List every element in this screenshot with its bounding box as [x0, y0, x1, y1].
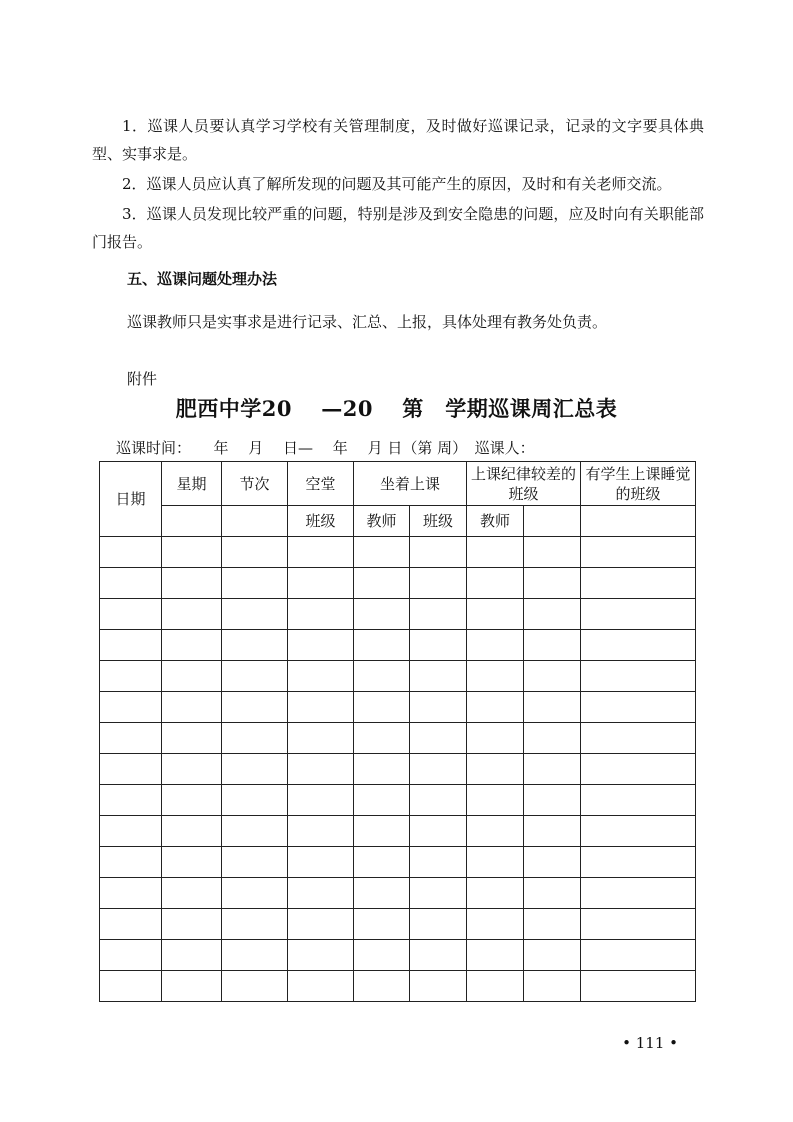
- table-cell[interactable]: [354, 630, 410, 661]
- table-cell[interactable]: [162, 971, 222, 1002]
- section-body: 巡课教师只是实事求是进行记录、汇总、上报，具体处理有教务处负责。: [127, 313, 608, 331]
- table-cell[interactable]: [222, 661, 288, 692]
- table-row: [100, 661, 696, 692]
- page-number: • 111 •: [622, 1034, 678, 1052]
- table-cell[interactable]: [524, 785, 581, 816]
- table-cell[interactable]: [100, 785, 162, 816]
- table-cell[interactable]: [288, 909, 354, 940]
- table-row: [100, 909, 696, 940]
- table-row: [100, 847, 696, 878]
- table-row: [100, 816, 696, 847]
- table-cell[interactable]: [581, 661, 696, 692]
- table-cell[interactable]: [100, 568, 162, 599]
- table-cell[interactable]: [288, 971, 354, 1002]
- table-cell[interactable]: [581, 692, 696, 723]
- table-cell[interactable]: [581, 754, 696, 785]
- table-cell[interactable]: [524, 599, 581, 630]
- table-cell[interactable]: [354, 723, 410, 754]
- table-cell[interactable]: [162, 599, 222, 630]
- table-cell[interactable]: [581, 847, 696, 878]
- table-cell[interactable]: [467, 630, 524, 661]
- table-cell[interactable]: [288, 785, 354, 816]
- table-cell[interactable]: [162, 909, 222, 940]
- table-cell[interactable]: [162, 537, 222, 568]
- table-cell[interactable]: [354, 754, 410, 785]
- table-cell[interactable]: [222, 506, 288, 537]
- subheader-sitting-teacher: 教师: [354, 506, 410, 537]
- table-cell[interactable]: [410, 537, 467, 568]
- table-cell[interactable]: [410, 630, 467, 661]
- table-cell[interactable]: [581, 630, 696, 661]
- table-cell[interactable]: [581, 785, 696, 816]
- header-poor-discipline: 上课纪律较差的班级: [467, 462, 581, 506]
- table-cell[interactable]: [410, 847, 467, 878]
- table-row: [100, 537, 696, 568]
- table-cell[interactable]: [354, 878, 410, 909]
- table-body: [100, 537, 696, 1002]
- table-cell[interactable]: [162, 723, 222, 754]
- table-cell[interactable]: [410, 568, 467, 599]
- table-cell[interactable]: [410, 723, 467, 754]
- table-cell[interactable]: [524, 878, 581, 909]
- table-cell[interactable]: [288, 847, 354, 878]
- table-cell[interactable]: [467, 723, 524, 754]
- table-cell[interactable]: [467, 754, 524, 785]
- table-cell[interactable]: [100, 909, 162, 940]
- table-cell[interactable]: [162, 630, 222, 661]
- table-cell[interactable]: [222, 630, 288, 661]
- table-subheader-row: [100, 506, 696, 537]
- table-cell[interactable]: [288, 878, 354, 909]
- table-cell[interactable]: [467, 785, 524, 816]
- table-cell[interactable]: [288, 940, 354, 971]
- table-cell[interactable]: [467, 878, 524, 909]
- table-row: [100, 692, 696, 723]
- table-cell[interactable]: [354, 568, 410, 599]
- section-heading: 五、巡课问题处理办法: [127, 270, 278, 288]
- table-cell[interactable]: [410, 816, 467, 847]
- table-cell[interactable]: [524, 692, 581, 723]
- table-cell[interactable]: [354, 847, 410, 878]
- table-cell[interactable]: [524, 847, 581, 878]
- table-cell[interactable]: [581, 568, 696, 599]
- table-cell[interactable]: [410, 785, 467, 816]
- header-weekday: 星期: [162, 462, 222, 506]
- table-cell[interactable]: [100, 754, 162, 785]
- table-cell[interactable]: [581, 971, 696, 1002]
- table-row: [100, 599, 696, 630]
- table-cell[interactable]: [222, 971, 288, 1002]
- table-row: [100, 723, 696, 754]
- table-cell[interactable]: [288, 754, 354, 785]
- table-cell[interactable]: [222, 723, 288, 754]
- table-cell[interactable]: [222, 878, 288, 909]
- table-cell[interactable]: [524, 723, 581, 754]
- table-cell[interactable]: [467, 661, 524, 692]
- table-cell[interactable]: [354, 537, 410, 568]
- table-cell[interactable]: [467, 692, 524, 723]
- table-cell[interactable]: [467, 599, 524, 630]
- subheader-discipline-teacher: 教师: [467, 506, 524, 537]
- table-cell[interactable]: [467, 971, 524, 1002]
- table-cell[interactable]: [222, 599, 288, 630]
- form-title: 肥西中学20 —20 第 学期巡课周汇总表: [175, 396, 618, 421]
- table-cell[interactable]: [162, 661, 222, 692]
- table-cell[interactable]: [288, 599, 354, 630]
- patrol-summary-table: [99, 461, 696, 1002]
- table-cell[interactable]: [354, 661, 410, 692]
- table-row: [100, 940, 696, 971]
- table-cell[interactable]: [354, 940, 410, 971]
- table-cell[interactable]: [100, 630, 162, 661]
- table-cell[interactable]: [581, 599, 696, 630]
- table-cell[interactable]: [524, 537, 581, 568]
- table-cell[interactable]: [100, 816, 162, 847]
- table-cell[interactable]: [162, 568, 222, 599]
- table-cell[interactable]: [524, 661, 581, 692]
- table-cell[interactable]: [524, 630, 581, 661]
- table-cell[interactable]: [288, 692, 354, 723]
- table-cell[interactable]: [581, 506, 696, 537]
- table-cell[interactable]: [288, 723, 354, 754]
- table-cell[interactable]: [162, 847, 222, 878]
- table-cell[interactable]: [222, 785, 288, 816]
- table-cell[interactable]: [581, 816, 696, 847]
- table-cell[interactable]: [354, 971, 410, 1002]
- form-meta-line: 巡课时间： 年 月 日— 年 月 日（第 周） 巡课人：: [116, 439, 535, 457]
- table-cell[interactable]: [354, 599, 410, 630]
- table-cell[interactable]: [524, 568, 581, 599]
- attachment-label: 附件: [127, 370, 158, 388]
- header-sitting-lesson: 坐着上课: [354, 462, 467, 506]
- table-cell[interactable]: [162, 816, 222, 847]
- table-cell[interactable]: [524, 816, 581, 847]
- table-cell[interactable]: [410, 661, 467, 692]
- table-cell[interactable]: [222, 816, 288, 847]
- table-cell[interactable]: [288, 816, 354, 847]
- rule-paragraph-2: 2．巡课人员应认真了解所发现的问题及其可能产生的原因，及时和有关老师交流。: [122, 175, 672, 193]
- table-cell[interactable]: [162, 506, 222, 537]
- table-cell[interactable]: [222, 692, 288, 723]
- table-cell[interactable]: [354, 785, 410, 816]
- table-cell[interactable]: [581, 878, 696, 909]
- table-header-row: [100, 462, 696, 506]
- table-cell[interactable]: [467, 909, 524, 940]
- table-cell[interactable]: [162, 940, 222, 971]
- table-cell[interactable]: [524, 940, 581, 971]
- table-row: [100, 785, 696, 816]
- table-cell[interactable]: [410, 971, 467, 1002]
- table-cell[interactable]: [222, 568, 288, 599]
- table-cell[interactable]: [222, 940, 288, 971]
- table-cell[interactable]: [162, 785, 222, 816]
- table-cell[interactable]: [524, 754, 581, 785]
- table-cell[interactable]: [100, 723, 162, 754]
- table-cell[interactable]: [288, 661, 354, 692]
- table-cell[interactable]: [222, 537, 288, 568]
- table-cell[interactable]: [410, 909, 467, 940]
- table-row: [100, 878, 696, 909]
- subheader-empty-class-class: 班级: [288, 506, 354, 537]
- table-row: [100, 630, 696, 661]
- subheader-sitting-class: 班级: [410, 506, 467, 537]
- table-cell[interactable]: [410, 878, 467, 909]
- table-cell[interactable]: [100, 940, 162, 971]
- header-period: 节次: [222, 462, 288, 506]
- table-row: [100, 971, 696, 1002]
- table-cell[interactable]: [222, 909, 288, 940]
- table-cell[interactable]: [100, 847, 162, 878]
- table-cell[interactable]: [162, 754, 222, 785]
- table-cell[interactable]: [288, 537, 354, 568]
- table-cell[interactable]: [100, 878, 162, 909]
- table-cell[interactable]: [467, 847, 524, 878]
- table-cell[interactable]: [524, 971, 581, 1002]
- table-cell[interactable]: [410, 754, 467, 785]
- table-cell[interactable]: [100, 971, 162, 1002]
- header-empty-class: 空堂: [288, 462, 354, 506]
- table-cell[interactable]: [162, 692, 222, 723]
- table-cell[interactable]: [222, 754, 288, 785]
- table-cell[interactable]: [410, 599, 467, 630]
- rule-paragraph-3: 3．巡课人员发现比较严重的问题，特别是涉及到安全隐患的问题，应及时向有关职能部门报告。: [92, 205, 704, 251]
- table-cell[interactable]: [354, 692, 410, 723]
- table-cell[interactable]: [288, 568, 354, 599]
- table-cell[interactable]: [100, 537, 162, 568]
- table-cell[interactable]: [162, 878, 222, 909]
- table-cell[interactable]: [100, 599, 162, 630]
- table-cell[interactable]: [581, 909, 696, 940]
- table-cell[interactable]: [581, 940, 696, 971]
- table-cell[interactable]: [100, 661, 162, 692]
- table-cell[interactable]: [288, 630, 354, 661]
- table-cell[interactable]: [581, 537, 696, 568]
- table-cell[interactable]: [410, 940, 467, 971]
- table-row: [100, 754, 696, 785]
- table-cell[interactable]: [524, 909, 581, 940]
- table-cell[interactable]: [581, 723, 696, 754]
- table-cell[interactable]: [524, 506, 581, 537]
- header-date: 日期: [100, 462, 162, 537]
- table-row: [100, 568, 696, 599]
- table-cell[interactable]: [354, 909, 410, 940]
- table-cell[interactable]: [410, 692, 467, 723]
- table-cell[interactable]: [100, 692, 162, 723]
- table-cell[interactable]: [467, 568, 524, 599]
- table-cell[interactable]: [467, 816, 524, 847]
- table-cell[interactable]: [222, 847, 288, 878]
- table-cell[interactable]: [354, 816, 410, 847]
- table-cell[interactable]: [467, 940, 524, 971]
- rule-paragraph-1: 1．巡课人员要认真学习学校有关管理制度，及时做好巡课记录，记录的文字要具体典型、实事求是。: [92, 117, 704, 163]
- table-cell[interactable]: [467, 537, 524, 568]
- header-sleeping-students: 有学生上课睡觉的班级: [581, 462, 696, 506]
